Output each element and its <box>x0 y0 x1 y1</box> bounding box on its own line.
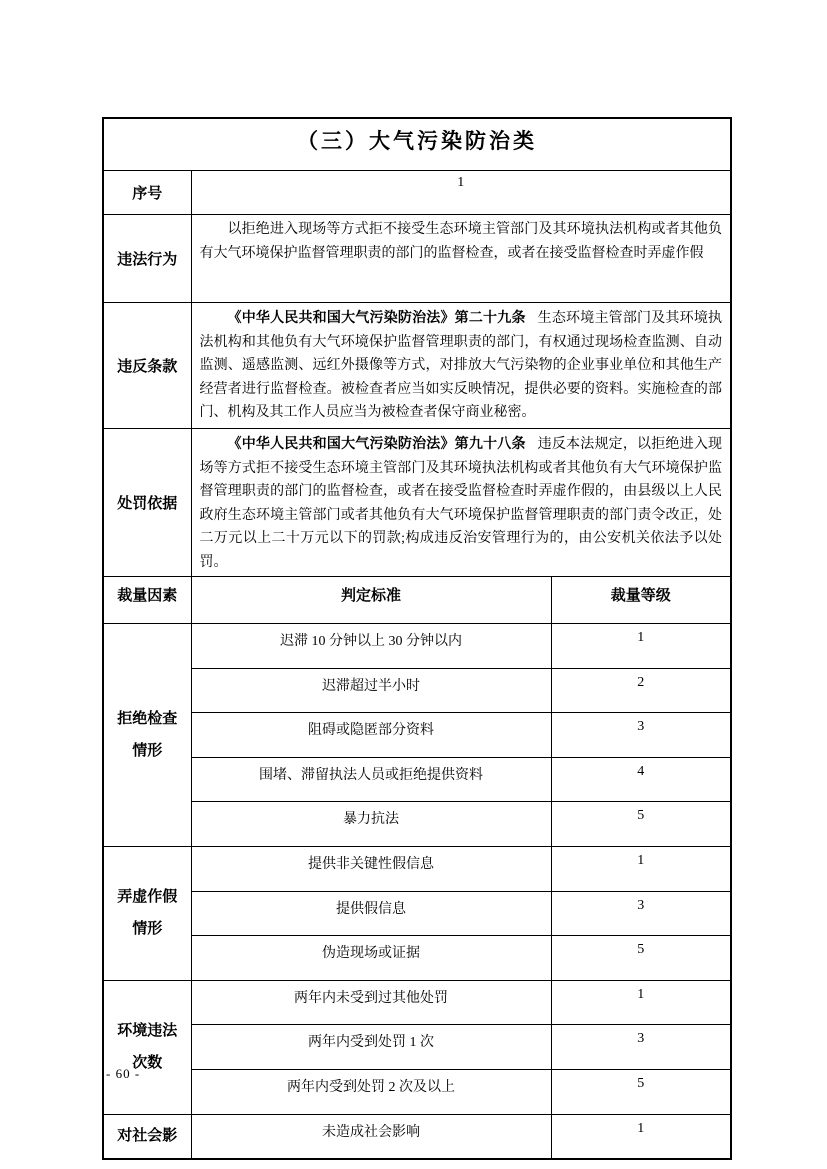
penalty-basis-cell <box>191 429 731 577</box>
grade-cell: 4 <box>551 757 731 802</box>
violated-clause-cell <box>191 303 731 429</box>
page-number: - 60 - <box>106 1066 141 1081</box>
grade-cell: 2 <box>551 668 731 713</box>
illegal-act-text: 以拒绝进入现场等方式拒不接受生态环境主管部门及其环境执法机构或者其他负有大气环境保护监督管理职责的部门的监督检查，或者在接受监督检查时弄虚作假 <box>199 222 723 261</box>
criteria-cell: 迟滞 10 分钟以上 30 分钟以内 <box>191 624 551 669</box>
criteria-row <box>103 802 731 847</box>
grade-cell: 1 <box>551 980 731 1025</box>
grade-cell: 1 <box>551 624 731 669</box>
group-label-falsification <box>103 846 191 980</box>
group-label-line: 情形 <box>132 920 163 938</box>
criteria-row <box>103 980 731 1025</box>
criteria-cell: 围堵、滞留执法人员或拒绝提供资料 <box>191 757 551 802</box>
grade-cell: 1 <box>551 846 731 891</box>
serial-row <box>103 171 731 215</box>
group-label-violation-count <box>103 980 191 1114</box>
criteria-row <box>103 846 731 891</box>
illegal-act-row <box>103 215 731 303</box>
title-row <box>103 118 731 171</box>
group-label-line: 次数 <box>132 1054 163 1072</box>
serial-label: 序号 <box>103 171 191 215</box>
criteria-row <box>103 1114 731 1159</box>
grade-cell: 3 <box>551 1025 731 1070</box>
group-label-line: 对社会影 <box>117 1127 178 1145</box>
criteria-cell: 两年内受到处罚 2 次及以上 <box>191 1069 551 1114</box>
criteria-cell: 提供假信息 <box>191 891 551 936</box>
grade-cell: 1 <box>551 1114 731 1159</box>
serial-value: 1 <box>191 171 731 215</box>
criteria-cell: 阻碍或隐匿部分资料 <box>191 713 551 758</box>
criteria-cell: 两年内未受到过其他处罚 <box>191 980 551 1025</box>
grade-cell: 5 <box>551 1069 731 1114</box>
grade-header: 裁量等级 <box>551 577 731 624</box>
criteria-row <box>103 936 731 981</box>
criteria-row <box>103 1025 731 1070</box>
penalty-discretion-table <box>102 117 732 1160</box>
violated-clause-label: 违反条款 <box>103 303 191 429</box>
criteria-row <box>103 891 731 936</box>
group-label-refuse-inspection <box>103 624 191 847</box>
group-label-social-impact <box>103 1114 191 1159</box>
criteria-header-row <box>103 577 731 624</box>
grade-cell: 3 <box>551 713 731 758</box>
illegal-act-label: 违法行为 <box>103 215 191 303</box>
group-label-line: 拒绝检查 <box>117 709 178 727</box>
grade-cell: 3 <box>551 891 731 936</box>
criteria-cell: 暴力抗法 <box>191 802 551 847</box>
criteria-cell: 提供非关键性假信息 <box>191 846 551 891</box>
violated-clause-law-name: 《中华人民共和国大气污染防治法》第二十九条 <box>227 309 526 325</box>
group-label-line: 弄虚作假 <box>117 888 178 906</box>
illegal-act-cell <box>191 215 731 303</box>
criteria-row <box>103 624 731 669</box>
grade-cell: 5 <box>551 802 731 847</box>
criteria-row <box>103 713 731 758</box>
criteria-row <box>103 757 731 802</box>
criteria-cell: 未造成社会影响 <box>191 1114 551 1159</box>
penalty-basis-text: 违反本法规定，以拒绝进入现场等方式拒不接受生态环境主管部门及其环境执法机构或者其他负有大气环境保护监督管理职责的部门的监督检查，或者在接受监督检查时弄虚作假的，由县级以上人民政府生态环境主管部门或者其他负有大气环境保护监督管理职责的部门责令改正，处二万元以上二十万元以下的罚款;构成违反治安管理行为的，由公安机关依法予以处罚。 <box>199 437 723 570</box>
penalty-basis-label: 处罚依据 <box>103 429 191 577</box>
criteria-row <box>103 668 731 713</box>
violated-clause-text: 生态环境主管部门及其环境执法机构和其他负有大气环境保护监督管理职责的部门，有权通过现场检查监测、自动监测、遥感监测、远红外摄像等方式，对排放大气污染物的企业事业单位和其他生产经营者进行监督检查。被检查者应当如实反映情况，提供必要的资料。实施检查的部门、机构及其工作人员应当为被检查者保守商业秘密。 <box>199 311 723 420</box>
criteria-cell: 两年内受到处罚 1 次 <box>191 1025 551 1070</box>
criteria-cell: 迟滞超过半小时 <box>191 668 551 713</box>
group-label-line: 情形 <box>132 741 163 759</box>
criteria-row <box>103 1069 731 1114</box>
standard-header: 判定标准 <box>191 577 551 624</box>
violated-clause-row <box>103 303 731 429</box>
penalty-basis-row <box>103 429 731 577</box>
criteria-cell: 伪造现场或证据 <box>191 936 551 981</box>
group-label-line: 环境违法 <box>117 1022 178 1040</box>
table-title: （三）大气污染防治类 <box>103 118 731 171</box>
factor-header: 裁量因素 <box>103 577 191 624</box>
penalty-basis-law-name: 《中华人民共和国大气污染防治法》第九十八条 <box>227 435 526 451</box>
grade-cell: 5 <box>551 936 731 981</box>
